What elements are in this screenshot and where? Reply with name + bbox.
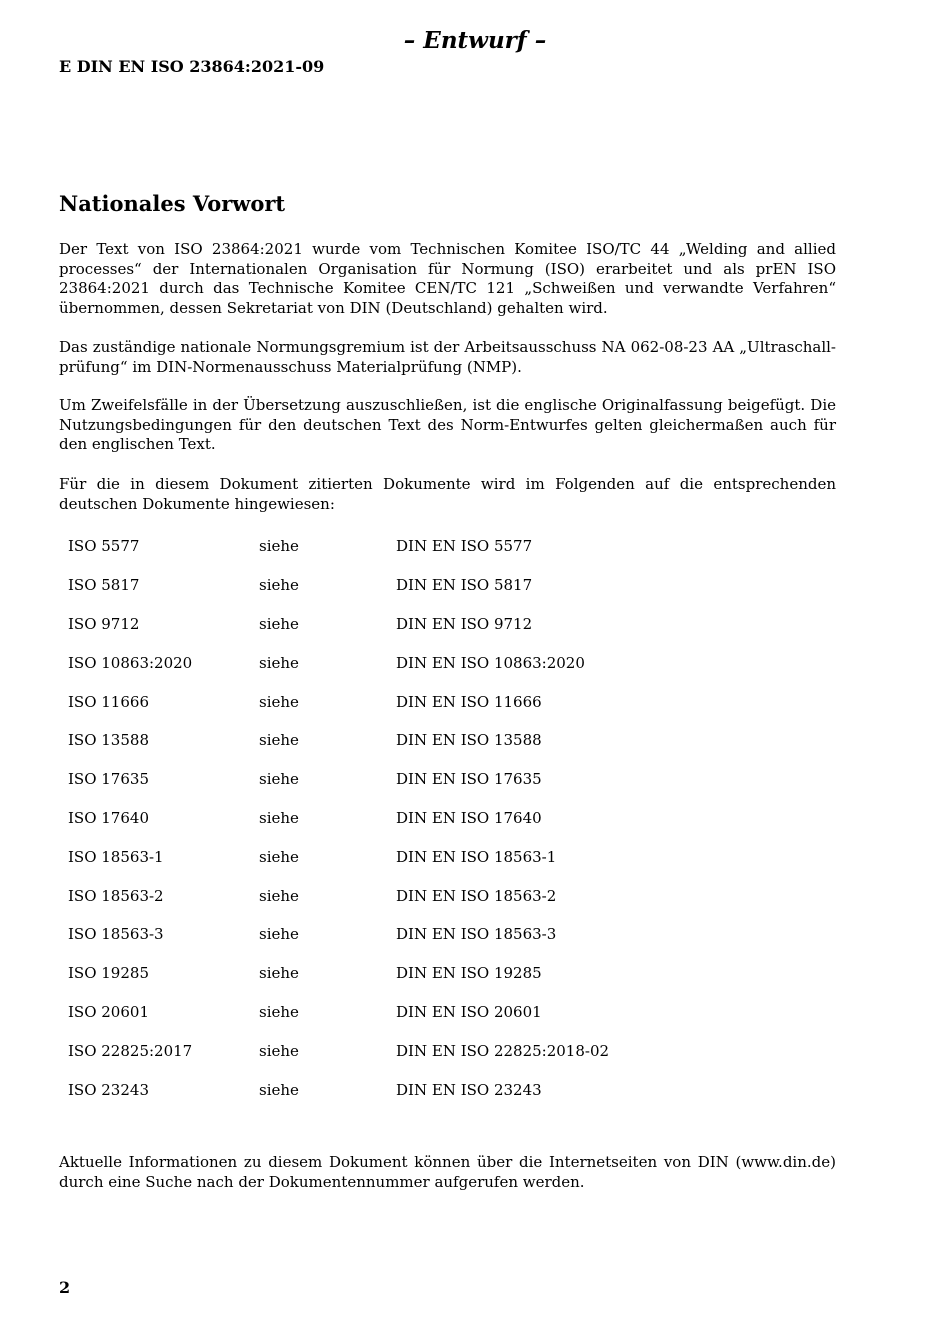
din-reference: DIN EN ISO 18563-1 (396, 847, 557, 866)
iso-reference: ISO 18563-1 (68, 847, 164, 866)
iso-reference: ISO 13588 (68, 731, 149, 750)
paragraph-origin: Der Text von ISO 23864:2021 wurde vom Technischen Komitee ISO/TC 44 „Welding and allied processes“ der Internationalen Organisation für Normung (ISO) erarbeitet und als prEN ISO 23864:2021 durch das Technische Komitee CEN/TC 121 „Schweißen und verwandte Verfahren“ übernommen, dessen Sekretariat von DIN (Deutschland) gehalten wird. (59, 240, 836, 317)
see-label: siehe (259, 653, 299, 672)
table-row (59, 643, 759, 682)
din-reference: DIN EN ISO 17635 (396, 770, 542, 789)
section-title: Nationales Vorwort (59, 191, 286, 216)
din-reference: DIN EN ISO 20601 (396, 1002, 542, 1021)
iso-reference: ISO 5817 (68, 576, 140, 595)
din-reference: DIN EN ISO 13588 (396, 731, 542, 750)
din-reference: DIN EN ISO 19285 (396, 964, 542, 983)
table-row (59, 1070, 759, 1109)
page-number: 2 (59, 1278, 71, 1297)
reference-table-body (59, 527, 759, 1109)
see-label: siehe (259, 1080, 299, 1099)
table-row (59, 566, 759, 605)
iso-reference: ISO 17640 (68, 808, 149, 827)
iso-reference: ISO 18563-2 (68, 886, 164, 905)
see-label: siehe (259, 847, 299, 866)
see-label: siehe (259, 576, 299, 595)
iso-reference: ISO 23243 (68, 1080, 149, 1099)
table-row (59, 682, 759, 721)
iso-reference: ISO 18563-3 (68, 925, 164, 944)
paragraph-references-intro: Für die in diesem Dokument zitierten Dokumente wird im Folgenden auf die entsprechenden deutschen Dokumente hingewiesen: (59, 475, 836, 513)
table-row (59, 1031, 759, 1070)
din-reference: DIN EN ISO 23243 (396, 1080, 542, 1099)
table-row (59, 721, 759, 760)
see-label: siehe (259, 1002, 299, 1021)
iso-reference: ISO 11666 (68, 692, 149, 711)
see-label: siehe (259, 886, 299, 905)
table-row (59, 915, 759, 954)
see-label: siehe (259, 1041, 299, 1060)
reference-table (59, 527, 759, 1109)
document-number: E DIN EN ISO 23864:2021-09 (59, 57, 325, 76)
din-reference: DIN EN ISO 11666 (396, 692, 542, 711)
see-label: siehe (259, 731, 299, 750)
iso-reference: ISO 17635 (68, 770, 149, 789)
table-row (59, 954, 759, 993)
table-row (59, 993, 759, 1032)
iso-reference: ISO 5577 (68, 537, 140, 556)
din-reference: DIN EN ISO 5817 (396, 576, 533, 595)
table-row (59, 799, 759, 838)
din-reference: DIN EN ISO 22825:2018-02 (396, 1041, 610, 1060)
table-row (59, 527, 759, 566)
paragraph-committee: Das zuständige nationale Normungsgremium ist der Arbeitsausschuss NA 062-08-23 AA „Ultraschall-prüfung“ im DIN-Normenausschuss Materialprüfung (NMP). (59, 338, 836, 376)
see-label: siehe (259, 537, 299, 556)
table-row (59, 760, 759, 799)
iso-reference: ISO 20601 (68, 1002, 149, 1021)
see-label: siehe (259, 614, 299, 633)
din-reference: DIN EN ISO 18563-3 (396, 925, 557, 944)
din-reference: DIN EN ISO 17640 (396, 808, 542, 827)
din-reference: DIN EN ISO 9712 (396, 614, 533, 633)
see-label: siehe (259, 964, 299, 983)
see-label: siehe (259, 770, 299, 789)
iso-reference: ISO 10863:2020 (68, 653, 193, 672)
iso-reference: ISO 9712 (68, 614, 140, 633)
din-reference: DIN EN ISO 5577 (396, 537, 533, 556)
din-reference: DIN EN ISO 18563-2 (396, 886, 557, 905)
table-row (59, 837, 759, 876)
din-reference: DIN EN ISO 10863:2020 (396, 653, 585, 672)
paragraph-info: Aktuelle Informationen zu diesem Dokument können über die Internetseiten von DIN (www.din.de) durch eine Suche nach der Dokumentennummer aufgerufen werden. (59, 1153, 836, 1191)
draft-label: – Entwurf – (403, 27, 547, 54)
iso-reference: ISO 19285 (68, 964, 149, 983)
iso-reference: ISO 22825:2017 (68, 1041, 193, 1060)
see-label: siehe (259, 692, 299, 711)
table-row (59, 605, 759, 644)
see-label: siehe (259, 808, 299, 827)
table-row (59, 876, 759, 915)
paragraph-translation: Um Zweifelsfälle in der Übersetzung auszuschließen, ist die englische Originalfassung beigefügt. Die Nutzungsbedingungen für den deutschen Text des Norm-Entwurfes gelten gleichermaßen auch für den englischen Text. (59, 396, 836, 454)
see-label: siehe (259, 925, 299, 944)
